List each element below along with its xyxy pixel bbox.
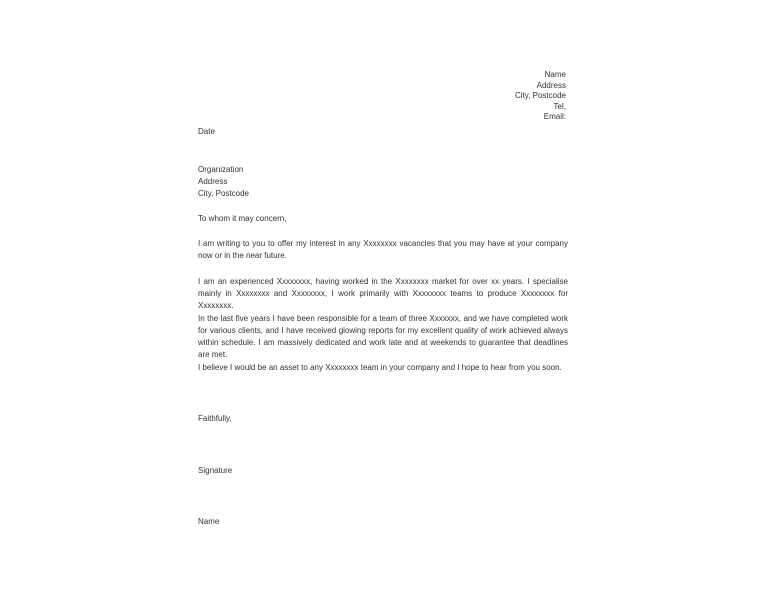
- paragraph-text: I am an experienced Xxxxxxxx, having worked in the Xxxxxxxx market for over xx years. I specialise mainly in Xxxxxxxx and Xxxxxxxx, I work primarily with Xxxxxxxx teams to produce Xxxxxxxx for Xxxxxxxx.: [198, 277, 568, 310]
- sender-email: Email:: [543, 112, 566, 121]
- date-text: Date: [198, 127, 215, 136]
- body-paragraph-1: [198, 238, 568, 262]
- body-paragraph-3: [198, 313, 568, 361]
- salutation-text: To whom it may concern,: [198, 214, 287, 223]
- signer-name-text: Name: [198, 517, 220, 526]
- sender-name: Name: [544, 70, 566, 79]
- sender-tel: Tel,: [553, 101, 566, 111]
- body-paragraph-4: [198, 362, 568, 374]
- recipient-address: Address: [198, 177, 228, 186]
- recipient-organization: Organization: [198, 165, 244, 174]
- sender-address-block: [515, 70, 566, 123]
- signature-text: Signature: [198, 466, 233, 475]
- body-paragraph-2: [198, 276, 568, 312]
- signature: [198, 465, 568, 477]
- recipient-address-block: [198, 164, 568, 200]
- sender-address: Address: [536, 80, 566, 90]
- paragraph-text: I am writing to you to offer my interest in any Xxxxxxxx vacancies that you may have at your company now or in the near future.: [198, 239, 568, 260]
- closing-text: Faithfully,: [198, 414, 232, 423]
- letter-date: [198, 126, 568, 138]
- closing: [198, 413, 568, 425]
- sender-city-postcode: City, Postcode: [515, 91, 566, 100]
- paragraph-text: In the last five years I have been responsible for a team of three Xxxxxxx, and we have completed work for various clients, and I have received glowing reports for my excellent quality of work achieved always within schedule. I am massively dedicated and work late and at weekends to guarantee that deadlines are met.: [198, 314, 568, 359]
- salutation: [198, 213, 568, 225]
- paragraph-text: I believe I would be an asset to any Xxxxxxxx team in your company and I hope to hear from you soon.: [198, 363, 562, 372]
- recipient-city-postcode: City, Postcode: [198, 189, 249, 198]
- signer-name: [198, 516, 568, 528]
